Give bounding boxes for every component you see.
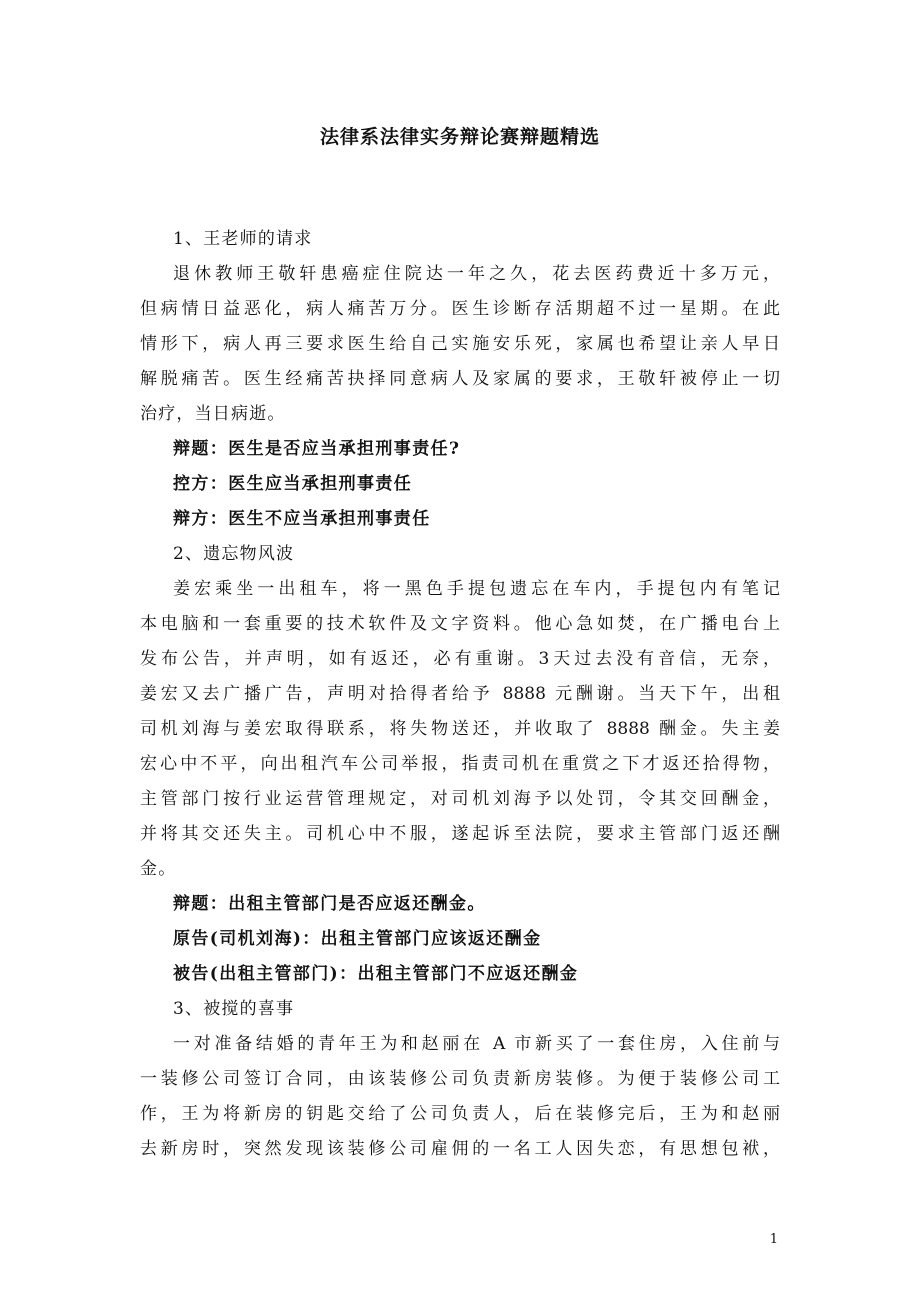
case-heading: 2、遗忘物风波 — [173, 544, 295, 564]
case-body-line: 治疗，当日病逝。 — [140, 404, 286, 424]
case-heading: 3、被搅的喜事 — [173, 999, 295, 1019]
case-body-line: 并将其交还失主。司机心中不服，遂起诉至法院，要求主管部门返还酬 — [140, 824, 780, 844]
case-body-line: 退休教师王敬轩患癌症住院达一年之久，花去医药费近十多万元， — [173, 264, 780, 284]
case-body-line: 情形下，病人再三要求医生给自己实施安乐死，家属也希望让亲人早日 — [140, 334, 780, 354]
debate-con-side: 辩方：医生不应当承担刑事责任 — [173, 509, 431, 529]
document-title: 法律系法律实务辩论赛辩题精选 — [319, 126, 600, 148]
case-body-line: 姜宏乘坐一出租车，将一黑色手提包遗忘在车内，手提包内有笔记 — [173, 579, 780, 599]
debate-plaintiff-side: 原告(司机刘海)：出租主管部门应该返还酬金 — [173, 929, 542, 949]
debate-pro-side: 控方：医生应当承担刑事责任 — [173, 474, 413, 494]
debate-topic: 辩题：出租主管部门是否应返还酬金。 — [173, 894, 486, 914]
case-body-line: 发布公告，并声明，如有返还，必有重谢。3天过去没有音信，无奈， — [140, 649, 780, 669]
case-body-line: 解脱痛苦。医生经痛苦抉择同意病人及家属的要求，王敬轩被停止一切 — [140, 369, 780, 389]
case-body-line: 一装修公司签订合同，由该装修公司负责新房装修。为便于装修公司工 — [140, 1069, 780, 1089]
case-body-line: 司机刘海与姜宏取得联系，将失物送还，并收取了 8888 酬金。失主姜 — [140, 719, 780, 739]
case-body-line: 去新房时，突然发现该装修公司雇佣的一名工人因失恋，有思想包袱， — [140, 1139, 780, 1159]
case-body-line: 但病情日益恶化，病人痛苦万分。医生诊断存活期超不过一星期。在此 — [140, 299, 780, 319]
case-body-line: 宏心中不平，向出租汽车公司举报，指责司机在重赏之下才返还拾得物， — [140, 754, 780, 774]
document-body — [140, 222, 780, 1167]
case-body-line: 姜宏又去广播广告，声明对拾得者给予 8888 元酬谢。当天下午，出租 — [140, 684, 780, 704]
case-heading: 1、王老师的请求 — [173, 229, 313, 249]
debate-defendant-side: 被告(出租主管部门)：出租主管部门不应返还酬金 — [173, 964, 579, 984]
case-body-line: 主管部门按行业运营管理规定，对司机刘海予以处罚，令其交回酬金， — [140, 789, 780, 809]
case-body-line: 本电脑和一套重要的技术软件及文字资料。他心急如焚，在广播电台上 — [140, 614, 780, 634]
page-number: 1 — [769, 1232, 778, 1247]
case-body-line: 一对准备结婚的青年王为和赵丽在 A 市新买了一套住房，入住前与 — [173, 1034, 780, 1054]
debate-topic: 辩题：医生是否应当承担刑事责任? — [173, 439, 461, 459]
case-body-line: 金。 — [140, 859, 177, 879]
case-body-line: 作，王为将新房的钥匙交给了公司负责人，后在装修完后，王为和赵丽 — [140, 1104, 780, 1124]
